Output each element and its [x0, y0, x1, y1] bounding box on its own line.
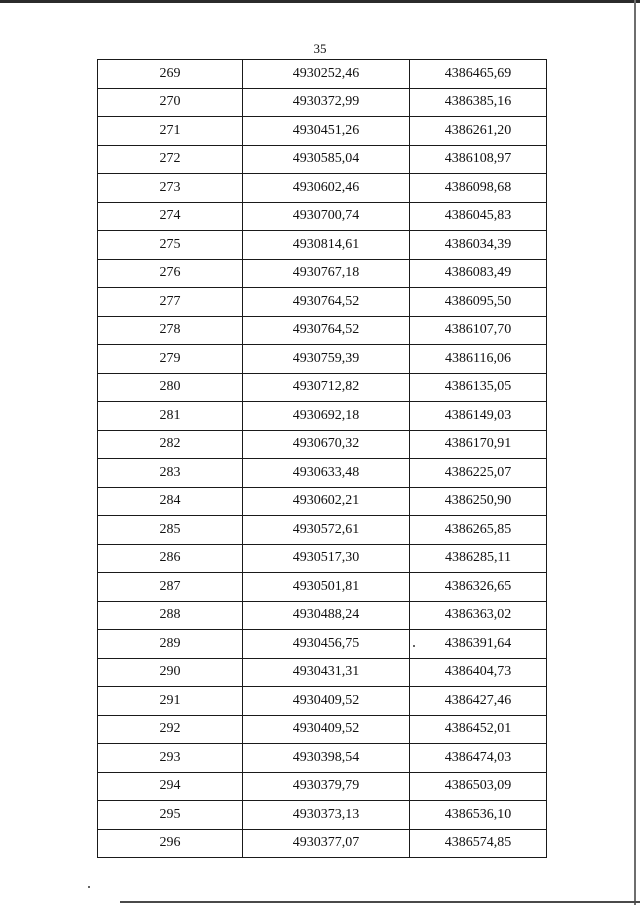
point-number-cell: 280: [98, 373, 243, 402]
point-number-cell: 282: [98, 430, 243, 459]
point-number-cell: 291: [98, 687, 243, 716]
table-row: [98, 658, 547, 687]
table-row: [98, 601, 547, 630]
x-coordinate-cell: 4930373,13: [243, 801, 410, 830]
x-coordinate-cell: 4930633,48: [243, 459, 410, 488]
point-number-cell: 290: [98, 658, 243, 687]
point-number-cell: 286: [98, 544, 243, 573]
x-coordinate-cell: 4930764,52: [243, 288, 410, 317]
x-coordinate-cell: 4930372,99: [243, 88, 410, 117]
y-coordinate-cell: 4386261,20: [410, 117, 547, 146]
y-coordinate-cell: 4386034,39: [410, 231, 547, 260]
table-row: [98, 174, 547, 203]
table-row: [98, 801, 547, 830]
table-row: [98, 573, 547, 602]
point-number-cell: 270: [98, 88, 243, 117]
scan-edge-top: [0, 0, 640, 3]
table-row: [98, 316, 547, 345]
x-coordinate-cell: 4930451,26: [243, 117, 410, 146]
x-coordinate-cell: 4930764,52: [243, 316, 410, 345]
y-coordinate-cell: 4386116,06: [410, 345, 547, 374]
point-number-cell: 276: [98, 259, 243, 288]
point-number-cell: 284: [98, 487, 243, 516]
point-number-cell: 269: [98, 60, 243, 89]
table-row: [98, 715, 547, 744]
x-coordinate-cell: 4930712,82: [243, 373, 410, 402]
scan-edge-bottom: [120, 901, 640, 903]
scan-speck: [88, 886, 90, 888]
table-row: [98, 231, 547, 260]
x-coordinate-cell: 4930585,04: [243, 145, 410, 174]
y-coordinate-cell: 4386363,02: [410, 601, 547, 630]
y-coordinate-cell: 4386107,70: [410, 316, 547, 345]
point-number-cell: 292: [98, 715, 243, 744]
point-number-cell: 283: [98, 459, 243, 488]
y-coordinate-cell: 4386465,69: [410, 60, 547, 89]
x-coordinate-cell: 4930252,46: [243, 60, 410, 89]
coordinates-table: [97, 59, 547, 858]
x-coordinate-cell: 4930602,21: [243, 487, 410, 516]
y-coordinate-cell: 4386285,11: [410, 544, 547, 573]
table-row: [98, 402, 547, 431]
y-coordinate-cell: 4386474,03: [410, 744, 547, 773]
x-coordinate-cell: 4930488,24: [243, 601, 410, 630]
y-coordinate-cell: 4386098,68: [410, 174, 547, 203]
x-coordinate-cell: 4930409,52: [243, 687, 410, 716]
table-row: [98, 430, 547, 459]
point-number-cell: 287: [98, 573, 243, 602]
table-row: [98, 88, 547, 117]
y-coordinate-cell: 4386427,46: [410, 687, 547, 716]
table-row: [98, 829, 547, 858]
y-coordinate-cell: 4386225,07: [410, 459, 547, 488]
y-coordinate-cell: 4386135,05: [410, 373, 547, 402]
point-number-cell: 271: [98, 117, 243, 146]
table-row: [98, 145, 547, 174]
table-row: [98, 459, 547, 488]
point-number-cell: 285: [98, 516, 243, 545]
table-row: [98, 345, 547, 374]
x-coordinate-cell: 4930814,61: [243, 231, 410, 260]
x-coordinate-cell: 4930767,18: [243, 259, 410, 288]
point-number-cell: 278: [98, 316, 243, 345]
x-coordinate-cell: 4930517,30: [243, 544, 410, 573]
point-number-cell: 289: [98, 630, 243, 659]
table-row: [98, 373, 547, 402]
table-row: [98, 630, 547, 659]
point-number-cell: 281: [98, 402, 243, 431]
x-coordinate-cell: 4930759,39: [243, 345, 410, 374]
table-row: [98, 60, 547, 89]
point-number-cell: 275: [98, 231, 243, 260]
scan-speck: [413, 645, 415, 647]
y-coordinate-cell: 4386404,73: [410, 658, 547, 687]
x-coordinate-cell: 4930379,79: [243, 772, 410, 801]
point-number-cell: 293: [98, 744, 243, 773]
x-coordinate-cell: 4930456,75: [243, 630, 410, 659]
point-number-cell: 294: [98, 772, 243, 801]
x-coordinate-cell: 4930377,07: [243, 829, 410, 858]
table-row: [98, 544, 547, 573]
y-coordinate-cell: 4386265,85: [410, 516, 547, 545]
point-number-cell: 288: [98, 601, 243, 630]
x-coordinate-cell: 4930692,18: [243, 402, 410, 431]
table-row: [98, 487, 547, 516]
table-row: [98, 117, 547, 146]
table-row: [98, 516, 547, 545]
y-coordinate-cell: 4386108,97: [410, 145, 547, 174]
y-coordinate-cell: 4386385,16: [410, 88, 547, 117]
table-row: [98, 202, 547, 231]
point-number-cell: 296: [98, 829, 243, 858]
table-row: [98, 259, 547, 288]
y-coordinate-cell: 4386391,64: [410, 630, 547, 659]
x-coordinate-cell: 4930700,74: [243, 202, 410, 231]
page-number: 35: [313, 41, 327, 56]
coordinates-table-body: [98, 60, 547, 858]
y-coordinate-cell: 4386503,09: [410, 772, 547, 801]
x-coordinate-cell: 4930670,32: [243, 430, 410, 459]
x-coordinate-cell: 4930398,54: [243, 744, 410, 773]
table-row: [98, 744, 547, 773]
point-number-cell: 273: [98, 174, 243, 203]
table-row: [98, 772, 547, 801]
y-coordinate-cell: 4386149,03: [410, 402, 547, 431]
x-coordinate-cell: 4930602,46: [243, 174, 410, 203]
point-number-cell: 272: [98, 145, 243, 174]
y-coordinate-cell: 4386045,83: [410, 202, 547, 231]
x-coordinate-cell: 4930431,31: [243, 658, 410, 687]
y-coordinate-cell: 4386574,85: [410, 829, 547, 858]
table-row: [98, 687, 547, 716]
scan-edge-right: [634, 0, 636, 905]
y-coordinate-cell: 4386250,90: [410, 487, 547, 516]
y-coordinate-cell: 4386452,01: [410, 715, 547, 744]
point-number-cell: 279: [98, 345, 243, 374]
point-number-cell: 274: [98, 202, 243, 231]
point-number-cell: 295: [98, 801, 243, 830]
y-coordinate-cell: 4386536,10: [410, 801, 547, 830]
y-coordinate-cell: 4386170,91: [410, 430, 547, 459]
y-coordinate-cell: 4386083,49: [410, 259, 547, 288]
y-coordinate-cell: 4386095,50: [410, 288, 547, 317]
y-coordinate-cell: 4386326,65: [410, 573, 547, 602]
x-coordinate-cell: 4930572,61: [243, 516, 410, 545]
table-row: [98, 288, 547, 317]
x-coordinate-cell: 4930409,52: [243, 715, 410, 744]
x-coordinate-cell: 4930501,81: [243, 573, 410, 602]
point-number-cell: 277: [98, 288, 243, 317]
